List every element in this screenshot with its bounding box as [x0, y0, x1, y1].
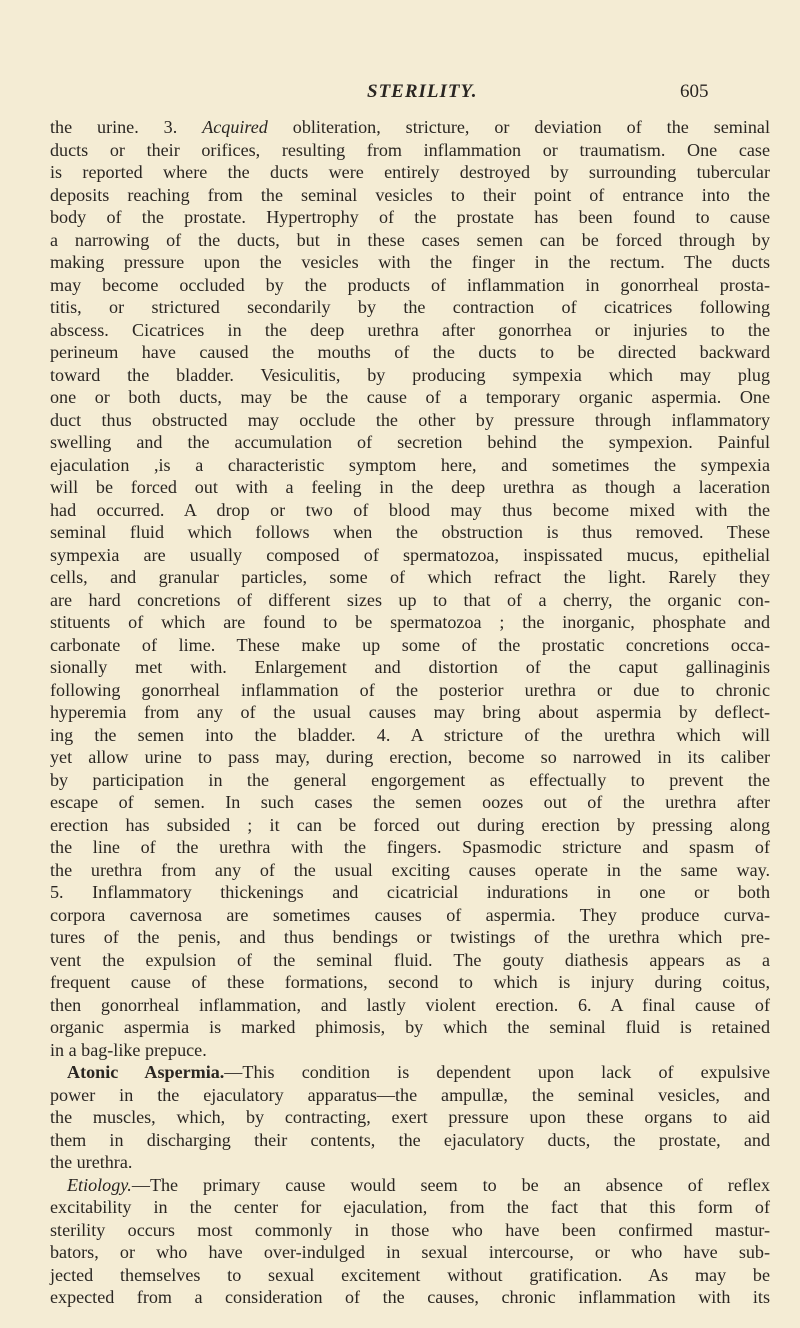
text-line: excitability in the center for ejaculation, from the fact that this form of [50, 1197, 770, 1217]
text-line: titis, or strictured secondarily by the contraction of cicatrices following [50, 297, 770, 317]
text-line: Etiology.—The primary cause would seem to be an absence of reflex [67, 1174, 770, 1195]
text-line: making pressure upon the vesicles with the finger in the rectum. The ducts [50, 252, 770, 272]
running-title: STERILITY. [367, 81, 478, 102]
text-line: jected themselves to sexual excitement without gratification. As may be [50, 1264, 770, 1285]
subsection-heading: Etiology. [67, 1174, 132, 1195]
text-line: are hard concretions of different sizes up to that of a cherry, the organic con- [50, 589, 770, 610]
text-line: the line of the urethra with the fingers. Spasmodic stricture and spasm of [50, 837, 770, 857]
text-line: sionally met with. Enlargement and distortion of the caput gallinaginis [50, 657, 770, 677]
text-line: bators, or who have over-indulged in sexual intercourse, or who have sub- [50, 1242, 770, 1262]
text-line: organic aspermia is marked phimosis, by which the seminal fluid is retained [50, 1017, 770, 1037]
text-line: then gonorrheal inflammation, and lastly violent erection. 6. A final cause of [50, 994, 770, 1015]
text-line: may become occluded by the products of inflammation in gonorrheal prosta- [50, 274, 770, 295]
text-line: 5. Inflammatory thickenings and cicatricial indurations in one or both [50, 882, 770, 902]
text-line: deposits reaching from the seminal vesicles to their point of entrance into the [50, 184, 770, 205]
body-text [50, 116, 770, 1309]
text-line: seminal fluid which follows when the obstruction is thus removed. These [50, 522, 770, 542]
text-line: perineum have caused the mouths of the ducts to be directed backward [50, 342, 770, 362]
text-line: expected from a consideration of the causes, chronic inflammation with its [50, 1287, 770, 1307]
text-line: Atonic Aspermia.—This condition is dependent upon lack of expulsive [67, 1062, 770, 1082]
text-line: ing the semen into the bladder. 4. A stricture of the urethra which will [50, 724, 770, 745]
text-line: hyperemia from any of the usual causes may bring about aspermia by deflect- [50, 702, 770, 722]
text-line: ejaculation ,is a characteristic symptom here, and sometimes the sympexia [50, 454, 770, 475]
text-line: body of the prostate. Hypertrophy of the prostate has been found to cause [50, 207, 770, 227]
text-line: stituents of which are found to be spermatozoa ; the inorganic, phosphate and [50, 612, 770, 632]
text-line: a narrowing of the ducts, but in these cases semen can be forced through by [50, 229, 770, 250]
text-line: erection has subsided ; it can be forced out during erection by pressing along [50, 814, 770, 835]
text-line: yet allow urine to pass may, during erection, become so narrowed in its caliber [50, 747, 770, 767]
text-line: will be forced out with a feeling in the deep urethra as though a laceration [50, 477, 770, 497]
text-line: swelling and the accumulation of secretion behind the sympexion. Painful [50, 432, 770, 452]
text-line: carbonate of lime. These make up some of the prostatic concretions occa- [50, 634, 770, 655]
section-heading: Atonic Aspermia. [67, 1062, 225, 1082]
text-line: by participation in the general engorgement as effectually to prevent the [50, 769, 770, 790]
page-number: 605 [680, 81, 709, 102]
text-line: toward the bladder. Vesiculitis, by producing sympexia which may plug [50, 364, 770, 385]
text-line: frequent cause of these formations, second to which is injury during coitus, [50, 972, 770, 992]
text-line: corpora cavernosa are sometimes causes of aspermia. They produce curva- [50, 904, 770, 925]
text-line: in a bag-like prepuce. [50, 1039, 207, 1060]
text-line: sterility occurs most commonly in those who have been confirmed mastur- [50, 1219, 770, 1240]
text-line: had occurred. A drop or two of blood may thus become mixed with the [50, 499, 770, 520]
text-line: the urethra from any of the usual exciting causes operate in the same way. [50, 859, 770, 880]
running-head [0, 81, 800, 107]
text-line: is reported where the ducts were entirely destroyed by surrounding tubercular [50, 162, 770, 182]
text-line: following gonorrheal inflammation of the posterior urethra or due to chronic [50, 679, 770, 700]
text-line: power in the ejaculatory apparatus—the ampullæ, the seminal vesicles, and [50, 1084, 770, 1105]
text-line: sympexia are usually composed of spermatozoa, inspissated mucus, epithelial [50, 544, 770, 565]
text-line: cells, and granular particles, some of which refract the light. Rarely they [50, 567, 770, 587]
text-line: the muscles, which, by contracting, exert pressure upon these organs to aid [50, 1107, 770, 1127]
text-line: them in discharging their contents, the ejaculatory ducts, the prostate, and [50, 1129, 770, 1150]
text-line: escape of semen. In such cases the semen oozes out of the urethra after [50, 792, 770, 812]
text-line: the urine. 3. Acquired obliteration, stricture, or deviation of the seminal [50, 117, 770, 137]
text-line: the urethra. [50, 1152, 133, 1172]
text-line: one or both ducts, may be the cause of a temporary organic aspermia. One [50, 387, 770, 407]
text-line: ducts or their orifices, resulting from inflammation or traumatism. One case [50, 139, 770, 160]
text-line: duct thus obstructed may occlude the other by pressure through inflammatory [50, 409, 770, 430]
text-line: tures of the penis, and thus bendings or twistings of the urethra which pre- [50, 927, 770, 947]
text-line: abscess. Cicatrices in the deep urethra after gonorrhea or injuries to the [50, 319, 770, 340]
text-line: vent the expulsion of the seminal fluid. The gouty diathesis appears as a [50, 949, 770, 970]
